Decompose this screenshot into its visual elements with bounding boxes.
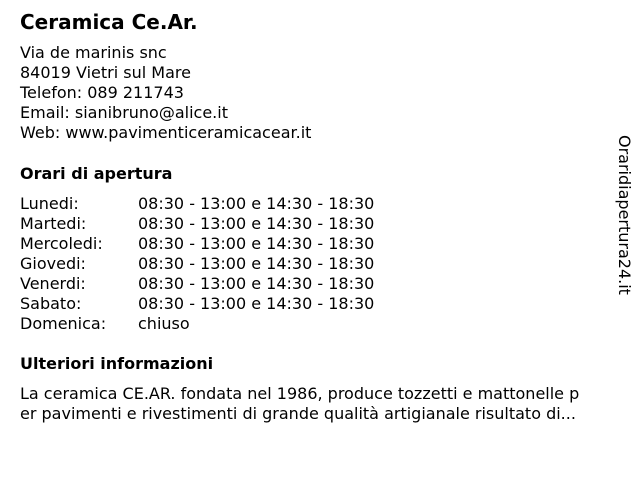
email-line: Email: sianibruno@alice.it xyxy=(20,103,228,122)
address-city: 84019 Vietri sul Mare xyxy=(20,63,191,82)
hours-time: 08:30 - 13:00 e 14:30 - 18:30 xyxy=(138,234,375,253)
hours-day: Lunedi: xyxy=(20,194,79,213)
description xyxy=(20,384,625,424)
description-line: La ceramica CE.AR. fondata nel 1986, produce tozzetti e mattonelle p xyxy=(20,384,580,403)
hours-time: 08:30 - 13:00 e 14:30 - 18:30 xyxy=(138,254,375,273)
business-name: Ceramica Ce.Ar. xyxy=(20,10,198,34)
hours-day: Domenica: xyxy=(20,314,107,333)
phone-line: Telefon: 089 211743 xyxy=(20,83,184,102)
hours-time: 08:30 - 13:00 e 14:30 - 18:30 xyxy=(138,294,375,313)
hours-day: Venerdi: xyxy=(20,274,86,293)
hours-time: chiuso xyxy=(138,314,190,333)
hours-day: Sabato: xyxy=(20,294,82,313)
hours-time: 08:30 - 13:00 e 14:30 - 18:30 xyxy=(138,214,375,233)
contact-block xyxy=(20,43,311,143)
hours-title: Orari di apertura xyxy=(20,164,173,183)
hours-time: 08:30 - 13:00 e 14:30 - 18:30 xyxy=(138,274,375,293)
hours-day: Mercoledi: xyxy=(20,234,103,253)
hours-time: 08:30 - 13:00 e 14:30 - 18:30 xyxy=(138,194,375,213)
web-line: Web: www.pavimenticeramicacear.it xyxy=(20,123,312,142)
info-title: Ulteriori informazioni xyxy=(20,354,214,373)
hours-day: Giovedi: xyxy=(20,254,86,273)
hours-day: Martedi: xyxy=(20,214,87,233)
site-watermark: Oraridiapertura24.it xyxy=(615,135,634,295)
description-line: er pavimenti e rivestimenti di grande qualità artigianale risultato di... xyxy=(20,404,576,423)
address-street: Via de marinis snc xyxy=(20,43,167,62)
